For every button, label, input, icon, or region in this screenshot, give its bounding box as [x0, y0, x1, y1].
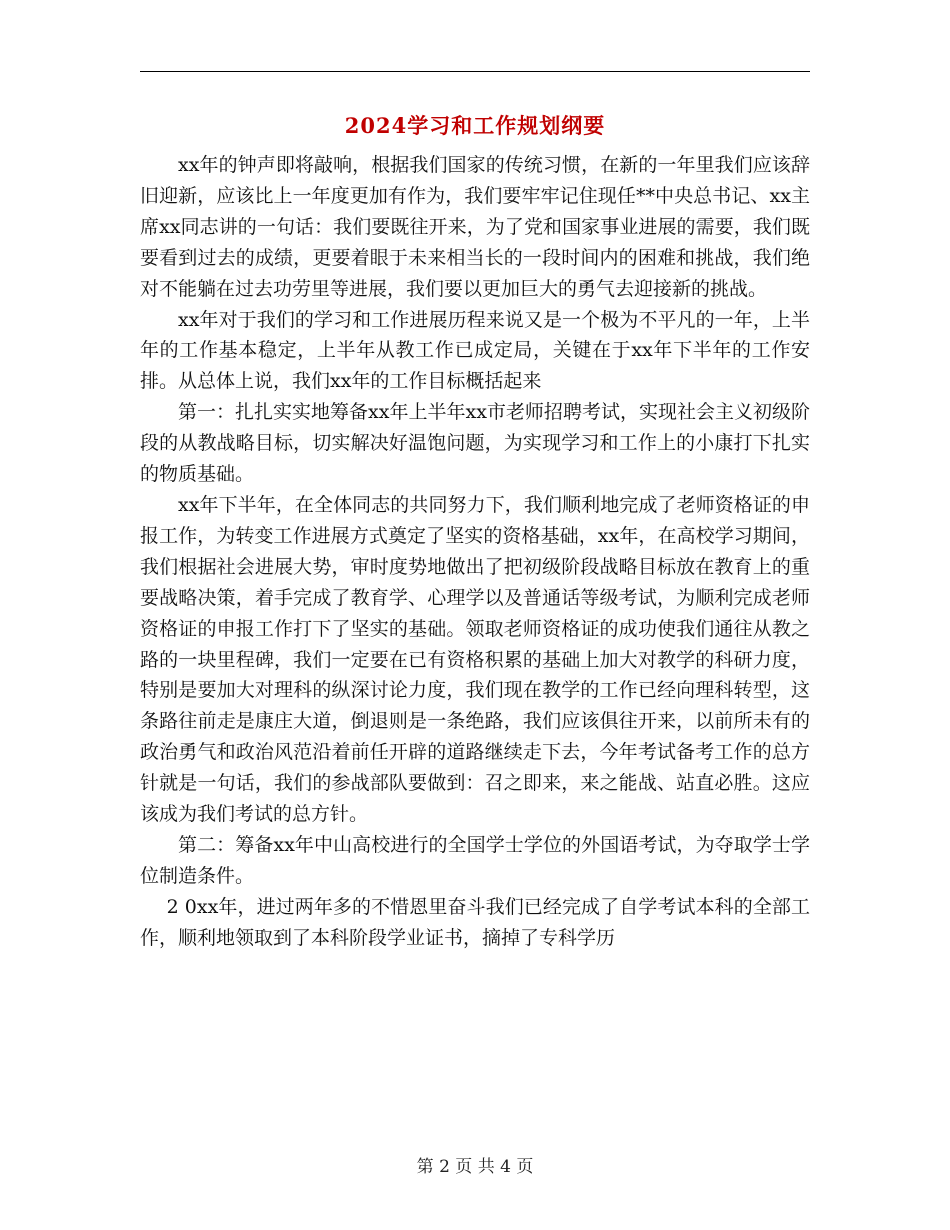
- header-rule: [140, 71, 810, 72]
- paragraph: xx年下半年，在全体同志的共同努力下，我们顺利地完成了老师资格证的申报工作，为转变工作进展方式奠定了坚实的资格基础，xx年，在高校学习期间，我们根据社会进展大势，审时度势地做出了把初级阶段战略目标放在教育上的重要战略决策，着手完成了教育学、心理学以及普通话等级考试，为顺利完成老师资格证的申报工作打下了坚实的基础。领取老师资格证的成功使我们通往从教之路的一块里程碑，我们一定要在已有资格积累的基础上加大对教学的科研力度，特别是要加大对理科的纵深讨论力度，我们现在教学的工作已经向理科转型，这条路往前走是康庄大道，倒退则是一条绝路，我们应该俱往开来，以前所未有的政治勇气和政治风范沿着前任开辟的道路继续走下去，今年考试备考工作的总方针就是一句话，我们的参战部队要做到：召之即来，来之能战、站直必胜。这应该成为我们考试的总方针。: [140, 493, 810, 826]
- paragraph: xx年对于我们的学习和工作进展历程来说又是一个极为不平凡的一年，上半年的工作基本稳定，上半年从教工作已成定局，关键在于xx年下半年的工作安排。从总体上说，我们xx年的工作目标概括起来: [140, 308, 810, 393]
- paragraph: xx年的钟声即将敲响，根据我们国家的传统习惯，在新的一年里我们应该辞旧迎新，应该比上一年度更加有作为，我们要牢牢记住现任**中央总书记、xx主席xx同志讲的一句话：我们要既往开来，为了党和国家事业进展的需要，我们既要看到过去的成绩，更要着眼于未来相当长的一段时间内的困难和挑战，我们绝对不能躺在过去功劳里等进展，我们要以更加巨大的勇气去迎接新的挑战。: [140, 154, 810, 300]
- paragraph: 第二：筹备xx年中山高校进行的全国学士学位的外国语考试，为夺取学士学位制造条件。: [140, 833, 810, 887]
- paragraph: 第一：扎扎实实地筹备xx年上半年xx市老师招聘考试，实现社会主义初级阶段的从教战略目标，切实解决好温饱问题，为实现学习和工作上的小康打下扎实的物质基础。: [140, 401, 810, 486]
- paragraph: 2 0xx年，进过两年多的不惜恩里奋斗我们已经完成了自学考试本科的全部工作，顺利地领取到了本科阶段学业证书，摘掉了专科学历: [140, 895, 810, 949]
- document-title: 2024学习和工作规划纲要: [344, 113, 606, 138]
- page-number-footer: 第 2 页 共 4 页: [416, 1157, 534, 1177]
- document-body: [140, 150, 810, 954]
